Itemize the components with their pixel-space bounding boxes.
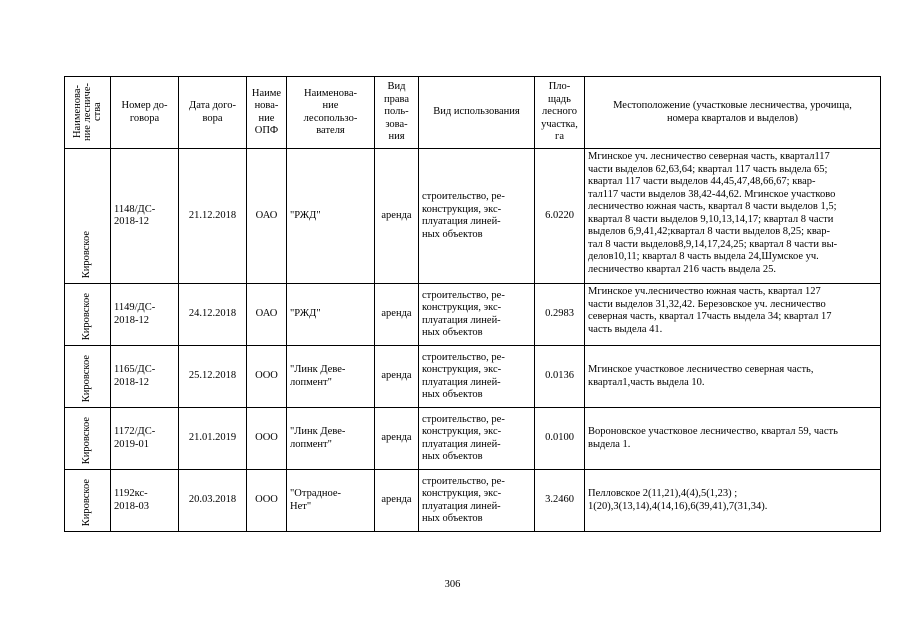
usage-type-cell: строительство, ре- конструкция, экс- плуатация линей- ных объектов <box>419 149 535 284</box>
header-usage-type: Вид использования <box>419 77 535 149</box>
header-contract-no: Номер до- говора <box>111 77 179 149</box>
opf-cell: ОАО <box>247 284 287 346</box>
area-cell: 3.2460 <box>535 470 585 532</box>
opf-cell: ОАО <box>247 149 287 284</box>
table-row <box>65 346 881 408</box>
table-row <box>65 149 881 284</box>
right-type-cell: аренда <box>375 346 419 408</box>
right-type-cell: аренда <box>375 149 419 284</box>
header-user: Наименова- ние лесопользо- вателя <box>287 77 375 149</box>
forestry-cell: Кировское <box>65 408 111 470</box>
user-cell: "Линк Деве- лопмент" <box>287 408 375 470</box>
usage-type-cell: строительство, ре- конструкция, экс- плуатация линей- ных объектов <box>419 408 535 470</box>
usage-type-cell: строительство, ре- конструкция, экс- плуатация линей- ных объектов <box>419 346 535 408</box>
contract-number-cell: 1165/ДС- 2018-12 <box>111 346 179 408</box>
header-area: Пло- щадь лесного участка, га <box>535 77 585 149</box>
location-cell: Мгинское уч. лесничество северная часть, квартал117 части выделов 62,63,64; квартал 117 часть выдела 65; квартал 117 части выделов 44,45,47,48,66,67; квар- тал117 части выделов 38,42-44,62. Мгинское участково лесничество южная часть, квартал 8 части выделов 1,5; квартал 8 части выделов 9,10,13,14,17; квартал 8 части выделов 6,9,41,42;квартал 8 части выделов 8,25; квар- тал 8 части выделов8,9,14,17,24,25; квартал 8 части вы- делов10,11; квартал 8 часть выдела 24,Шумское уч. лесничество квартал 216 часть выдела 25. <box>585 149 881 284</box>
user-cell: "РЖД" <box>287 284 375 346</box>
usage-type-cell: строительство, ре- конструкция, экс- плуатация линей- ных объектов <box>419 470 535 532</box>
location-cell: Мгинское уч.лесничество южная часть, квартал 127 части выделов 31,32,42. Березовское уч. лесничество северная часть, квартал 17часть выдела 34; квартал 17 часть выдела 41. <box>585 284 881 346</box>
header-row <box>65 77 881 149</box>
contract-date-cell: 20.03.2018 <box>179 470 247 532</box>
header-opf: Наиме нова- ние ОПФ <box>247 77 287 149</box>
usage-type-cell: строительство, ре- конструкция, экс- плуатация линей- ных объектов <box>419 284 535 346</box>
location-cell: Вороновское участковое лесничество, квартал 59, часть выдела 1. <box>585 408 881 470</box>
right-type-cell: аренда <box>375 408 419 470</box>
contract-date-cell: 24.12.2018 <box>179 284 247 346</box>
user-cell: "Линк Деве- лопмент" <box>287 346 375 408</box>
table-row <box>65 470 881 532</box>
opf-cell: ООО <box>247 346 287 408</box>
right-type-cell: аренда <box>375 284 419 346</box>
header-location: Местоположение (участковые лесничества, урочища, номера кварталов и выделов) <box>585 77 881 149</box>
table-row <box>65 284 881 346</box>
contract-date-cell: 21.12.2018 <box>179 149 247 284</box>
contract-number-cell: 1172/ДС- 2019-01 <box>111 408 179 470</box>
contract-date-cell: 25.12.2018 <box>179 346 247 408</box>
opf-cell: ООО <box>247 470 287 532</box>
contract-number-cell: 1149/ДС- 2018-12 <box>111 284 179 346</box>
forestry-cell: Кировское <box>65 346 111 408</box>
contract-number-cell: 1192кс- 2018-03 <box>111 470 179 532</box>
page-number: 306 <box>444 579 461 590</box>
table-row <box>65 408 881 470</box>
right-type-cell: аренда <box>375 470 419 532</box>
forest-lease-table <box>64 76 881 532</box>
header-contract-date: Дата дого- вора <box>179 77 247 149</box>
user-cell: "Отрадное- Нет" <box>287 470 375 532</box>
contract-date-cell: 21.01.2019 <box>179 408 247 470</box>
location-cell: Пелловское 2(11,21),4(4),5(1,23) ; 1(20),3(13,14),4(14,16),6(39,41),7(31,34). <box>585 470 881 532</box>
area-cell: 0.2983 <box>535 284 585 346</box>
location-cell: Мгинское участковое лесничество северная часть, квартал1,часть выдела 10. <box>585 346 881 408</box>
opf-cell: ООО <box>247 408 287 470</box>
area-cell: 0.0136 <box>535 346 585 408</box>
user-cell: "РЖД" <box>287 149 375 284</box>
forestry-cell: Кировское <box>65 149 111 284</box>
area-cell: 0.0100 <box>535 408 585 470</box>
header-forestry: Наименова- ние лесниче- ства <box>65 77 111 149</box>
forestry-cell: Кировское <box>65 284 111 346</box>
contract-number-cell: 1148/ДС- 2018-12 <box>111 149 179 284</box>
forestry-cell: Кировское <box>65 470 111 532</box>
header-right-type: Вид права поль- зова- ния <box>375 77 419 149</box>
area-cell: 6.0220 <box>535 149 585 284</box>
